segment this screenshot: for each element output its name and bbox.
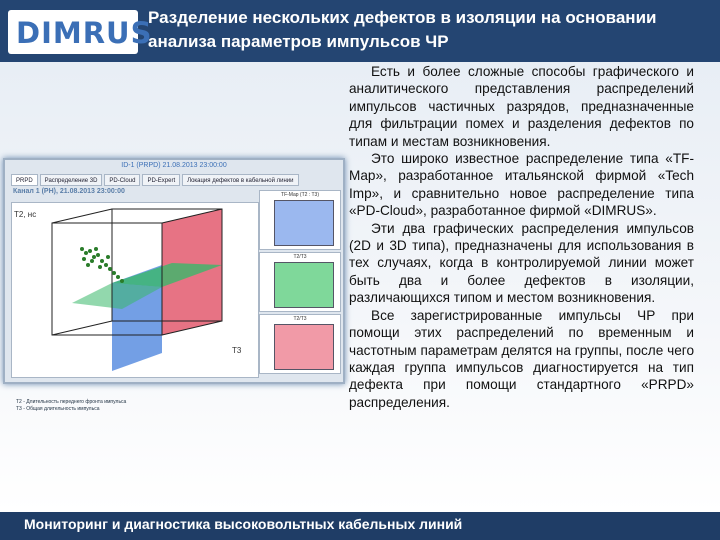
- note-line-1: T2 - Длительность переднего фронта импульса: [16, 399, 127, 405]
- footer-text: Мониторинг и диагностика высоковольтных кабельных линий: [24, 516, 463, 532]
- tab-pd-expert[interactable]: PD-Expert: [142, 174, 180, 186]
- screenshot-tabs: [11, 174, 299, 186]
- paragraph-2: Это широко известное распределение типа «TF-Map», разработанное итальянской фирмой «Tech Imp», и сравнительно новое распределение типа «PD-Cloud», разработанное фирмой «DIMRUS».: [349, 151, 694, 219]
- axis-label-t2: T2, нс: [14, 210, 37, 219]
- paragraph-1: Есть и более сложные способы графического и аналитического представления распределений импульсов частичных разрядов, предназначенные для фильтрации помех и разделения дефектов по типам и местам возникновения.: [349, 64, 694, 149]
- body-text: [349, 63, 694, 411]
- paragraph-4: Все зарегистрированные импульсы ЧР при помощи этих распределений по временным и частотным параметрам делятся на группы, после чего каждая группа импульсов диагностируется на тип дефекта при помощи стандартного «PRPD» распределения.: [349, 307, 694, 410]
- tab-distribution-3d[interactable]: Распределение 3D: [40, 174, 103, 186]
- mini-plot-green[interactable]: [259, 252, 341, 312]
- axis-label-t3: T3: [232, 346, 242, 355]
- screenshot-window-title: ID-1 (PRPD) 21.08.2013 23:00:00: [121, 162, 227, 169]
- software-screenshot: [3, 158, 345, 412]
- footer-bar: [0, 512, 720, 540]
- page-title: Разделение нескольких дефектов в изоляции на основании анализа параметров импульсов ЧР: [148, 8, 657, 51]
- note-line-2: T3 - Общая длительность импульса: [16, 406, 100, 412]
- tab-prpd[interactable]: PRPD: [11, 174, 38, 186]
- plot-notes: [16, 399, 256, 413]
- header-bar: [0, 0, 720, 62]
- mini-plot-area: [274, 262, 334, 308]
- mini-plot-area: [274, 200, 334, 246]
- mini-plot-label: T2/T3: [293, 316, 307, 322]
- logo: [8, 10, 153, 54]
- mini-plot-label: TF-Map (T2 : T3): [281, 192, 319, 198]
- pd-cloud-3d-plot[interactable]: [11, 202, 259, 412]
- mini-plot-tfmap[interactable]: [259, 190, 341, 250]
- tab-pd-cloud[interactable]: PD-Cloud: [104, 174, 140, 186]
- logo-text: DIMRUS: [16, 16, 153, 50]
- pd-cloud-3d-svg: [12, 203, 258, 377]
- paragraph-3: Эти два графических распределения импульсов (2D и 3D типа), предназначены для использования в тех случаях, когда в контролируемой линии может быть два и более дефектов в изоляции, различающихся типом и местом возникновения.: [349, 220, 694, 306]
- side-plots: [259, 190, 339, 378]
- tab-cable-location[interactable]: Локация дефектов в кабельной линии: [182, 174, 298, 186]
- pd-points-cluster: [80, 247, 124, 283]
- screenshot-subtitle: Канал 1 (РН), 21.08.2013 23:00:00: [13, 188, 125, 195]
- mini-plot-red[interactable]: [259, 314, 341, 374]
- mini-plot-label: T2/T3: [293, 254, 307, 260]
- mini-plot-area: [274, 324, 334, 370]
